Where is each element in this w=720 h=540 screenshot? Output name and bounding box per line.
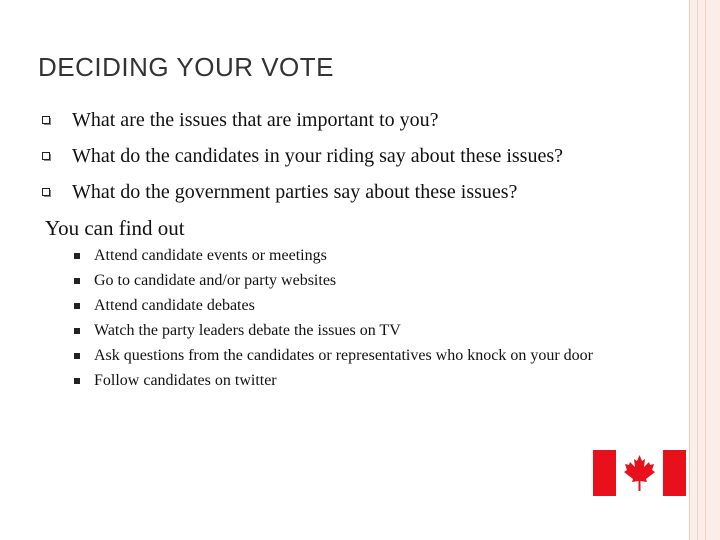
- question-item: [42, 138, 563, 174]
- list-item-text: Attend candidate debates: [94, 297, 255, 314]
- canada-flag-icon: [593, 450, 686, 496]
- list-item: [74, 246, 614, 266]
- question-list: [42, 102, 563, 210]
- square-bullet-icon: [74, 378, 80, 384]
- question-item: [42, 174, 563, 210]
- question-text: What are the issues that are important to you?: [72, 108, 439, 131]
- flag-right-bar: [663, 450, 686, 496]
- flag-center: [616, 450, 663, 496]
- square-bullet-icon: [74, 353, 80, 359]
- checkbox-square-icon: [42, 152, 50, 160]
- list-item: [74, 346, 614, 366]
- find-out-heading: You can find out: [45, 216, 185, 240]
- square-bullet-icon: [74, 253, 80, 259]
- slide-title: DECIDING YOUR VOTE: [38, 52, 335, 82]
- list-item: [74, 271, 614, 291]
- list-item: [74, 296, 614, 316]
- list-item: [74, 371, 614, 391]
- checkbox-square-icon: [42, 188, 50, 196]
- square-bullet-icon: [74, 328, 80, 334]
- list-item-text: Watch the party leaders debate the issues on TV: [94, 322, 401, 339]
- maple-leaf-icon: [624, 455, 655, 491]
- list-item-text: Follow candidates on twitter: [94, 372, 277, 389]
- square-bullet-icon: [74, 303, 80, 309]
- decorative-edge-line: [697, 0, 698, 540]
- decorative-edge-line: [705, 0, 706, 540]
- square-bullet-icon: [74, 278, 80, 284]
- list-item-text: Attend candidate events or meetings: [94, 247, 327, 264]
- question-text: What do the government parties say about these issues?: [72, 180, 518, 203]
- question-item: [42, 102, 563, 138]
- list-item: [74, 321, 614, 341]
- find-out-list: [74, 246, 614, 396]
- list-item-text: Go to candidate and/or party websites: [94, 272, 337, 289]
- decorative-edge-line: [689, 0, 690, 540]
- list-item-text: Ask questions from the candidates or representatives who knock on your door: [94, 347, 593, 364]
- checkbox-square-icon: [42, 116, 50, 124]
- question-text: What do the candidates in your riding say about these issues?: [72, 144, 563, 167]
- flag-left-bar: [593, 450, 616, 496]
